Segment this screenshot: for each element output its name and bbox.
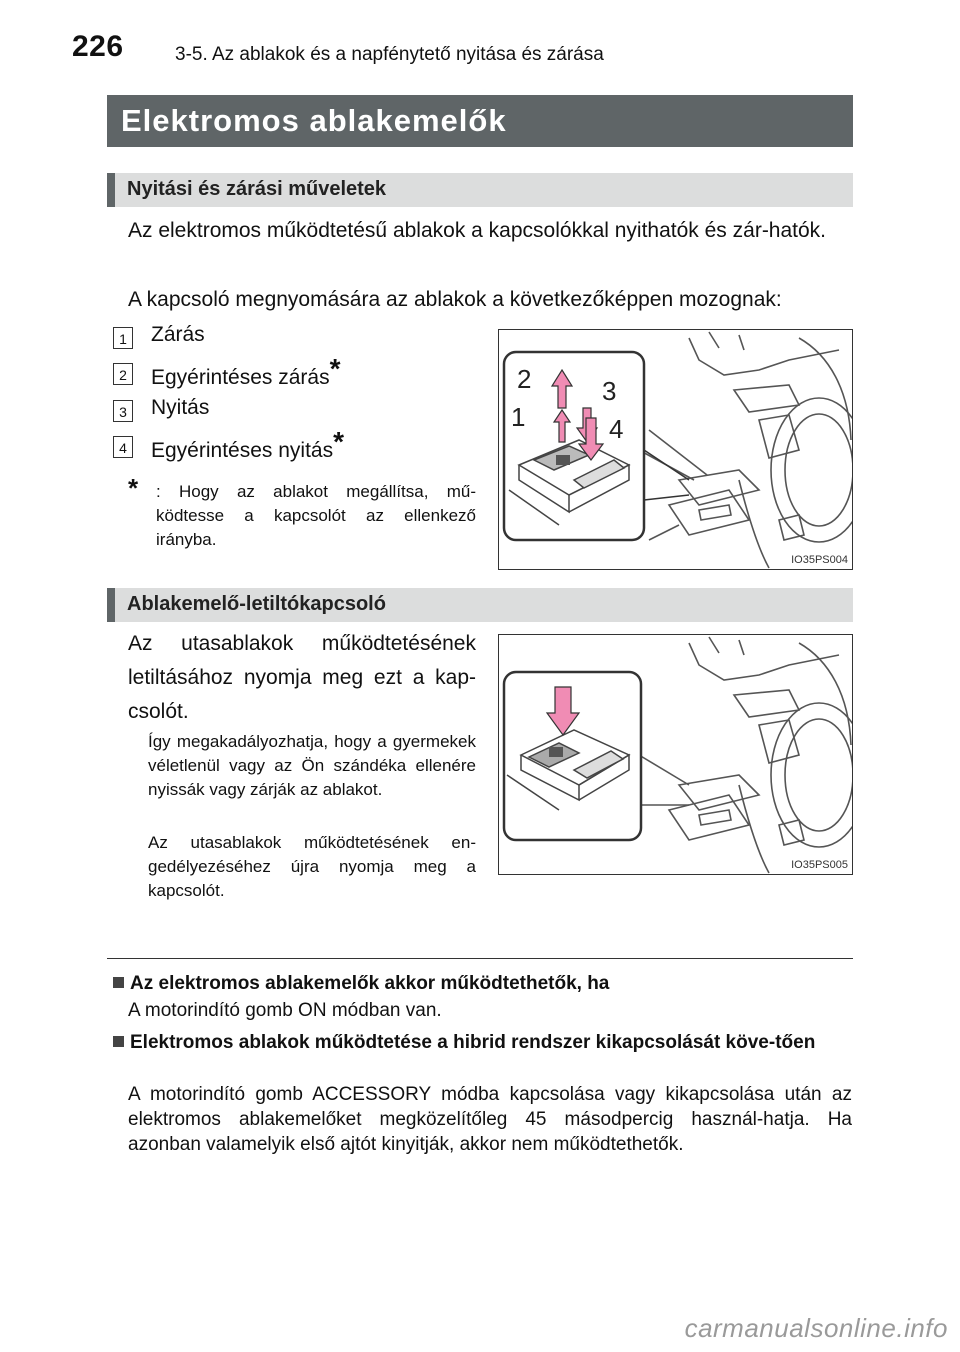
section-heading-text: Nyitási és zárási műveletek bbox=[127, 178, 387, 200]
callout-4: 4 bbox=[609, 414, 624, 444]
asterisk: * bbox=[333, 426, 344, 457]
note-heading-1 bbox=[113, 972, 853, 996]
page-title: Elektromos ablakemelők bbox=[121, 103, 507, 138]
item-label-wrap bbox=[151, 353, 341, 391]
note-heading-text: Elektromos ablakok működtetése a hibrid rendszer kikapcsolását köve-tően bbox=[130, 1032, 816, 1053]
window-switch-illustration bbox=[499, 330, 852, 569]
note-body-1: A motorindító gomb ON módban van. bbox=[128, 1000, 442, 1021]
lock-switch-paragraph: Az utasablakok működtetésének letiltásához nyomja meg ezt a kap-csolót. bbox=[128, 632, 476, 723]
lock-switch-note-1: Így megakadályozhatja, hogy a gyermekek véletlenül vagy az Ön szándéka ellenére nyissák vagy zárják az ablakot. bbox=[148, 732, 476, 799]
section-accent bbox=[107, 588, 115, 622]
lock-switch-icon bbox=[549, 747, 563, 757]
figure-window-switch bbox=[498, 329, 853, 570]
section-heading-lock-switch bbox=[107, 588, 853, 622]
figure-lock-switch bbox=[498, 634, 853, 875]
footnote bbox=[128, 473, 476, 552]
page-number: 226 bbox=[72, 30, 124, 63]
section-accent bbox=[107, 173, 115, 207]
item-number: 4 bbox=[113, 436, 133, 458]
item-number: 3 bbox=[113, 400, 133, 422]
watermark: carmanualsonline.info bbox=[684, 1313, 948, 1343]
asterisk: * bbox=[329, 353, 341, 384]
note-heading-text: Az elektromos ablakemelők akkor működtethetők, ha bbox=[130, 973, 610, 994]
item-label: Zárás bbox=[151, 323, 205, 346]
callout-3: 3 bbox=[602, 376, 617, 406]
lock-switch-illustration bbox=[499, 635, 852, 874]
note-body-2: A motorindító gomb ACCESSORY módba kapcsolása vagy kikapcsolása után az elektromos ablakemelőket megközelítőleg 45 másodpercig használ-hatja. Ha azonban valamelyik első ajtót kinyitják, akkor nem működtethetők. bbox=[128, 1084, 852, 1155]
section-heading-operations bbox=[107, 173, 853, 207]
figure-code: IO35PS004 bbox=[791, 554, 848, 566]
chapter-title: 3-5. Az ablakok és a napfénytető nyitása és zárása bbox=[175, 44, 604, 65]
intro-paragraph-2: A kapcsoló megnyomására az ablakok a következőképpen mozognak: bbox=[128, 288, 782, 311]
intro-paragraph: Az elektromos működtetésű ablakok a kapcsolókkal nyithatók és zár-hatók. bbox=[128, 219, 827, 242]
callout-2: 2 bbox=[517, 364, 532, 394]
note-heading-2 bbox=[113, 1031, 853, 1055]
lock-switch-note-2: Az utasablakok működtetésének en-gedélyezéséhez újra nyomja meg a kapcsolót. bbox=[148, 833, 476, 900]
footnote-text: : Hogy az ablakot megállítsa, mű-ködtesse a kapcsolót az ellenkező irányba. bbox=[156, 482, 476, 549]
item-number: 2 bbox=[113, 363, 133, 385]
item-label: Egyérintéses nyitás bbox=[151, 439, 334, 462]
item-label: Nyitás bbox=[151, 396, 210, 419]
figure-code: IO35PS005 bbox=[791, 859, 848, 871]
divider bbox=[107, 958, 853, 959]
item-label-wrap bbox=[151, 426, 344, 464]
callout-1: 1 bbox=[511, 402, 526, 432]
bullet-square-icon bbox=[113, 1036, 124, 1047]
footnote-asterisk: * bbox=[128, 473, 139, 503]
page-title-bar bbox=[107, 95, 853, 147]
lock-switch-icon bbox=[556, 455, 570, 465]
section-heading-text: Ablakemelő-letiltókapcsoló bbox=[127, 593, 386, 615]
item-number: 1 bbox=[113, 327, 133, 349]
bullet-square-icon bbox=[113, 977, 124, 988]
item-label: Egyérintéses zárás bbox=[151, 366, 330, 389]
